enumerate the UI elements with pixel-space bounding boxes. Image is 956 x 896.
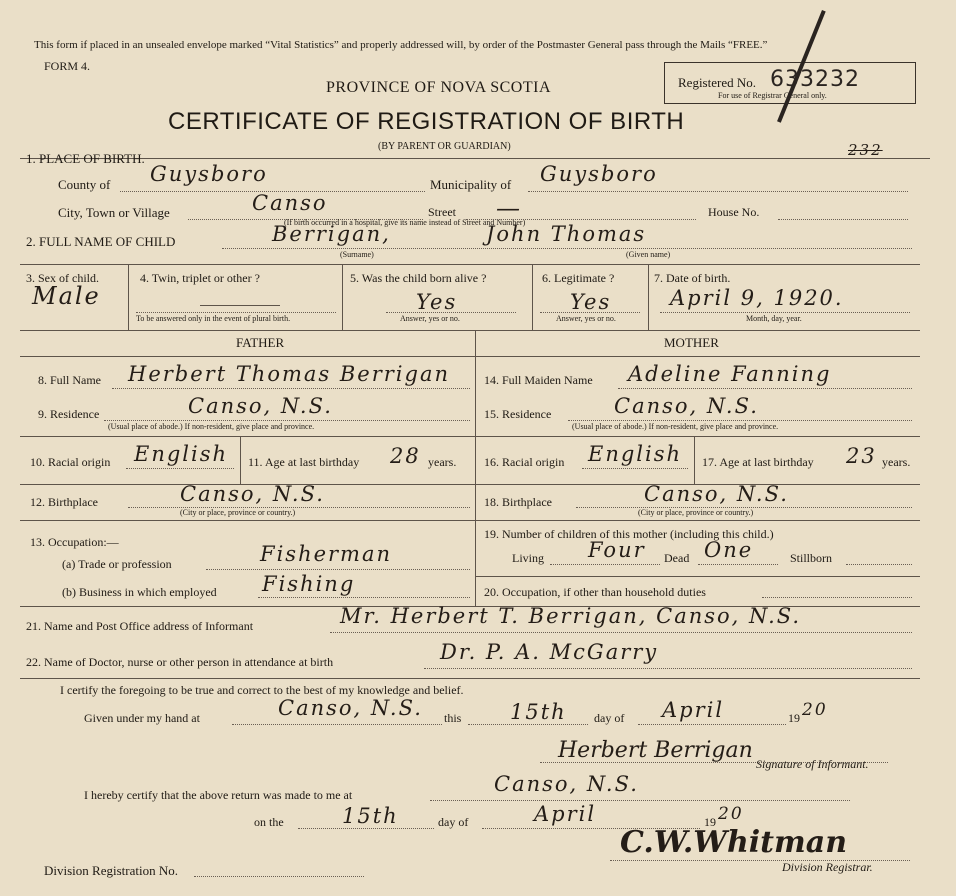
- province-heading: PROVINCE OF NOVA SCOTIA: [326, 79, 552, 96]
- father-race: English: [134, 442, 229, 466]
- registrar-signature: C.W.Whitman: [620, 825, 848, 860]
- father-residence-note: (Usual place of abode.) If non-resident, give place and province.: [108, 422, 315, 431]
- street-label: Street: [428, 205, 456, 219]
- mother-age-label: 17. Age at last birthday: [702, 455, 814, 469]
- street-dash: —: [496, 194, 522, 222]
- children-count-label: 19. Number of children of this mother (including this child.): [484, 527, 774, 541]
- legitimate-label: 6. Legitimate ?: [542, 271, 615, 285]
- dob-note: Month, day, year.: [746, 314, 802, 323]
- father-birthplace-label: 12. Birthplace: [30, 495, 98, 509]
- this-label: this: [444, 711, 462, 725]
- mother-birthplace-note: (City or place, province or country.): [638, 508, 754, 517]
- legitimate-value: Yes: [570, 290, 612, 314]
- given-year: 20: [802, 700, 828, 720]
- given-day: 15th: [510, 700, 567, 724]
- occupation-label: 13. Occupation:—: [30, 535, 119, 549]
- informant-value: Mr. Herbert T. Berrigan, Canso, N.S.: [340, 604, 802, 628]
- stillborn-label: Stillborn: [790, 551, 833, 565]
- division-registration-label: Division Registration No.: [44, 863, 178, 878]
- mother-years-label: years.: [882, 455, 911, 469]
- father-name: Herbert Thomas Berrigan: [128, 362, 451, 386]
- given-day-of-label: day of: [594, 711, 625, 725]
- doctor-value: Dr. P. A. McGarry: [440, 640, 659, 664]
- given-place: Canso, N.S.: [278, 696, 423, 720]
- child-given-name: John Thomas: [486, 222, 647, 246]
- street-note: (If birth occurred in a hospital, give its name instead of Street and Number): [284, 218, 526, 227]
- dob-label: 7. Date of birth.: [654, 271, 731, 285]
- mother-residence-note: (Usual place of abode.) If non-resident, give place and province.: [572, 422, 779, 431]
- living-label: Living: [512, 551, 544, 565]
- father-birthplace: Canso, N.S.: [180, 482, 325, 506]
- father-residence: Canso, N.S.: [188, 394, 333, 418]
- mother-name-label: 14. Full Maiden Name: [484, 373, 593, 387]
- father-race-label: 10. Racial origin: [30, 455, 111, 469]
- registrar-day: 15th: [342, 804, 399, 828]
- father-heading: FATHER: [236, 335, 285, 350]
- county-label: County of: [58, 177, 111, 192]
- dead-label: Dead: [664, 551, 690, 565]
- municipality-value: Guysboro: [540, 162, 658, 186]
- father-years-label: years.: [428, 455, 457, 469]
- legitimate-note: Answer, yes or no.: [556, 314, 616, 323]
- municipality-label: Municipality of: [430, 177, 512, 192]
- top-right-number: 232: [848, 141, 883, 159]
- informant-signature-caption: Signature of Informant.: [756, 757, 869, 771]
- living-value: Four: [588, 538, 646, 562]
- mother-residence: Canso, N.S.: [614, 394, 759, 418]
- given-year-prefix: 19: [788, 711, 800, 725]
- on-the-label: on the: [254, 815, 284, 829]
- registrar-certify-label: I hereby certify that the above return was made to me at: [84, 788, 353, 802]
- certificate-subtitle: (BY PARENT OR GUARDIAN): [378, 141, 511, 152]
- mother-birthplace-label: 18. Birthplace: [484, 495, 552, 509]
- dead-value: One: [704, 538, 754, 562]
- mother-race: English: [588, 442, 683, 466]
- father-age: 28: [390, 444, 421, 468]
- child-surname: Berrigan,: [272, 222, 391, 246]
- father-name-label: 8. Full Name: [38, 373, 101, 387]
- surname-caption: (Surname): [340, 250, 374, 259]
- father-residence-label: 9. Residence: [38, 407, 100, 421]
- registrar-place: Canso, N.S.: [494, 772, 639, 796]
- doctor-label: 22. Name of Doctor, nurse or other person in attendance at birth: [26, 655, 334, 669]
- certificate-title: CERTIFICATE OF REGISTRATION OF BIRTH: [168, 108, 685, 135]
- alive-label: 5. Was the child born alive ?: [350, 271, 487, 285]
- child-name-label: 2. FULL NAME OF CHILD: [26, 234, 176, 249]
- city-value: Canso: [252, 191, 328, 215]
- given-name-caption: (Given name): [626, 250, 671, 259]
- place-of-birth-label: 1. PLACE OF BIRTH.: [26, 151, 145, 166]
- city-label: City, Town or Village: [58, 205, 170, 220]
- alive-value: Yes: [416, 290, 458, 314]
- certify-statement: I certify the foregoing to be true and correct to the best of my knowledge and belief.: [60, 683, 464, 697]
- registrar-month: April: [534, 802, 597, 826]
- registrar-note: For use of Registrar General only.: [718, 91, 827, 100]
- business-label: (b) Business in which employed: [62, 585, 217, 599]
- trade-label: (a) Trade or profession: [62, 557, 172, 571]
- house-label: House No.: [708, 205, 760, 219]
- twin-note: To be answered only in the event of plural birth.: [136, 314, 291, 323]
- mother-residence-label: 15. Residence: [484, 407, 552, 421]
- informant-label: 21. Name and Post Office address of Informant: [26, 619, 254, 633]
- mother-name: Adeline Fanning: [628, 362, 832, 386]
- alive-note: Answer, yes or no.: [400, 314, 460, 323]
- sex-label: 3. Sex of child.: [26, 271, 99, 285]
- registrar-day-of-label: day of: [438, 815, 469, 829]
- dob-value: April 9, 1920.: [670, 286, 844, 310]
- form-number: FORM 4.: [44, 59, 91, 73]
- registrar-year: 20: [718, 804, 744, 824]
- father-age-label: 11. Age at last birthday: [248, 455, 360, 469]
- mother-age: 23: [846, 444, 877, 468]
- registered-number: 633232: [770, 67, 860, 92]
- registrar-signature-caption: Division Registrar.: [782, 860, 873, 874]
- father-business: Fishing: [262, 572, 356, 596]
- mother-occupation-label: 20. Occupation, if other than household duties: [484, 585, 706, 599]
- father-birthplace-note: (City or place, province or country.): [180, 508, 296, 517]
- registered-label: Registered No.: [678, 75, 756, 90]
- father-trade: Fisherman: [260, 542, 393, 566]
- sex-value: Male: [32, 282, 101, 310]
- mother-birthplace: Canso, N.S.: [644, 482, 789, 506]
- registrar-year-prefix: 19: [704, 815, 716, 829]
- given-month: April: [662, 698, 725, 722]
- mother-heading: MOTHER: [664, 335, 719, 350]
- given-under-label: Given under my hand at: [84, 711, 200, 725]
- informant-signature: Herbert Berrigan: [558, 738, 753, 763]
- postal-notice: This form if placed in an unsealed envelope marked “Vital Statistics” and properly addressed will, by order of the Postmaster General pass through the Mails “FREE.”: [34, 39, 768, 51]
- mother-race-label: 16. Racial origin: [484, 455, 565, 469]
- county-value: Guysboro: [150, 162, 268, 186]
- twin-label: 4. Twin, triplet or other ?: [140, 271, 260, 285]
